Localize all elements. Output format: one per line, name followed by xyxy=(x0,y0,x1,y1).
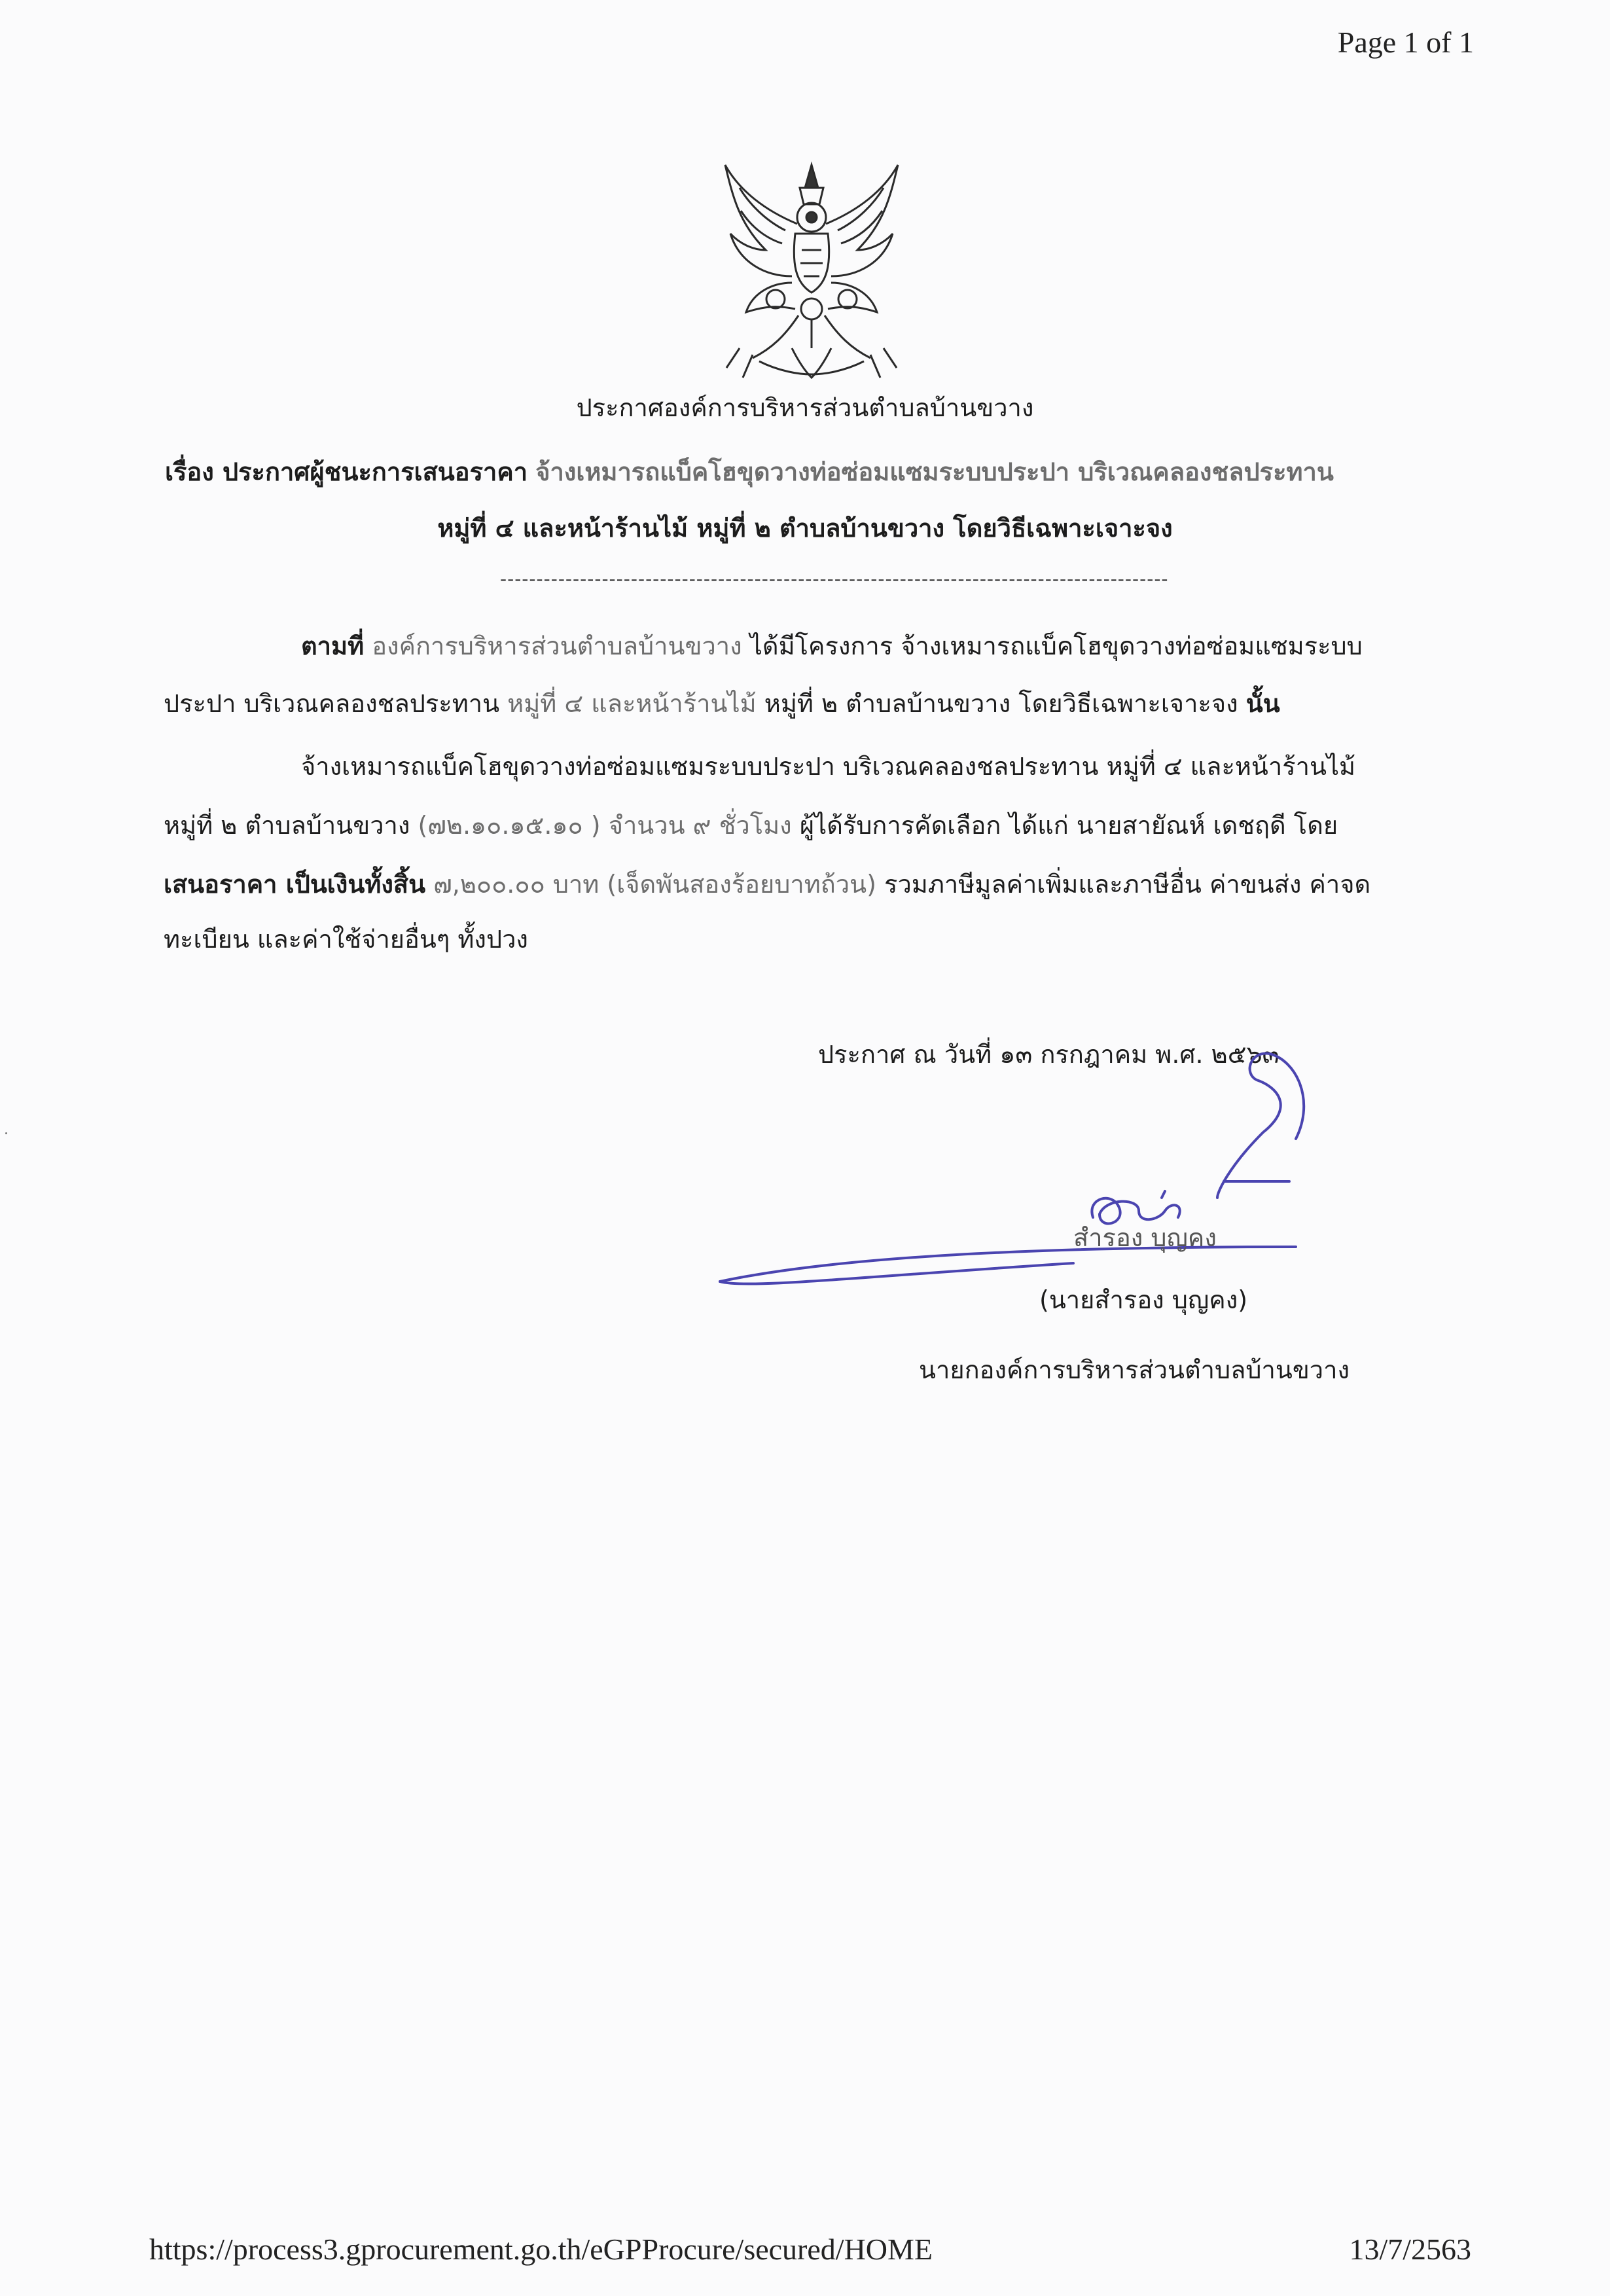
announcement-title: ประกาศองค์การบริหารส่วนตำบลบ้านขวาง xyxy=(576,393,1034,422)
scan-speck xyxy=(5,1132,7,1134)
paragraph-1-line-2 xyxy=(164,683,1280,723)
subject-line-1 xyxy=(165,452,1334,492)
garuda-emblem-icon xyxy=(713,152,910,385)
p2-line3a: เสนอราคา เป็นเงินทั้งสิ้น xyxy=(164,870,426,899)
footer-url: https://process3.gprocurement.go.th/eGPProcure/secured/HOME xyxy=(149,2233,933,2266)
subject-project: จ้างเหมารถแบ็คโฮขุดวางท่อซ่อมแซมระบบประปา บริเวณคลองชลประทาน xyxy=(535,457,1334,486)
p1-org: องค์การบริหารส่วนตำบลบ้านขวาง xyxy=(372,632,742,660)
p1-project-b1: ประปา บริเวณคลองชลประทาน xyxy=(164,689,500,718)
paragraph-2-line-2 xyxy=(164,805,1338,845)
p1-project-a: จ้างเหมารถแบ็คโฮขุดวางท่อซ่อมแซมระบบ xyxy=(901,632,1363,660)
paragraph-1-line-1 xyxy=(301,626,1363,666)
p1-end: นั้น xyxy=(1245,689,1280,718)
p2-line3b: ๗,๒๐๐.๐๐ บาท (เจ็ดพันสองร้อยบาทถ้วน) xyxy=(433,870,876,899)
announcement-date: ประกาศ ณ วันที่ ๑๓ กรกฎาคม พ.ศ. ๒๕๖๓ xyxy=(818,1040,1279,1069)
subject-label: เรื่อง ประกาศผู้ชนะการเสนอราคา xyxy=(165,457,528,486)
signer-full-name: (นายสำรอง บุญคง) xyxy=(1039,1285,1248,1314)
p1-project-b2: หมู่ที่ ๔ และหน้าร้านไม้ xyxy=(507,689,757,718)
p1-lead: ตามที่ xyxy=(301,632,365,660)
signer-name: สำรอง บุญคง xyxy=(1073,1223,1217,1252)
handwritten-signature xyxy=(707,1034,1322,1296)
p2-line2c: ผู้ได้รับการคัดเลือก ได้แก่ นายสายัณห์ เดชฤดี โดย xyxy=(799,811,1338,840)
subject-line-2: หมู่ที่ ๔ และหน้าร้านไม้ หมู่ที่ ๒ ตำบลบ้านขวาง โดยวิธีเฉพาะเจาะจง xyxy=(437,514,1173,543)
p1-has-project: ได้มีโครงการ xyxy=(749,632,893,660)
p1-project-b3: หมู่ที่ ๒ ตำบลบ้านขวาง โดยวิธีเฉพาะเจาะจง xyxy=(764,689,1238,718)
paragraph-2-line-1 xyxy=(301,746,1355,786)
p2-line2b: (๗๒.๑๐.๑๕.๑๐ ) จำนวน ๙ ชั่วโมง xyxy=(418,811,792,840)
page-number: Page 1 of 1 xyxy=(1337,26,1474,59)
p2-line3c: รวมภาษีมูลค่าเพิ่มและภาษีอื่น ค่าขนส่ง ค่าจด xyxy=(884,870,1371,899)
p2-line1b: หมู่ที่ ๔ และหน้าร้านไม้ xyxy=(1106,752,1356,781)
signer-position: นายกองค์การบริหารส่วนตำบลบ้านขวาง xyxy=(919,1355,1350,1384)
p2-line2a: หมู่ที่ ๒ ตำบลบ้านขวาง xyxy=(164,811,410,840)
paragraph-2-line-3 xyxy=(164,864,1370,904)
footer-print-date: 13/7/2563 xyxy=(1349,2233,1471,2266)
p2-line1a: จ้างเหมารถแบ็คโฮขุดวางท่อซ่อมแซมระบบประปา บริเวณคลองชลประทาน xyxy=(301,752,1099,781)
separator-line: -------------------------------------------------------------------------------------------- xyxy=(500,568,1169,590)
paragraph-2-line-4: ทะเบียน และค่าใช้จ่ายอื่นๆ ทั้งปวง xyxy=(164,925,528,954)
